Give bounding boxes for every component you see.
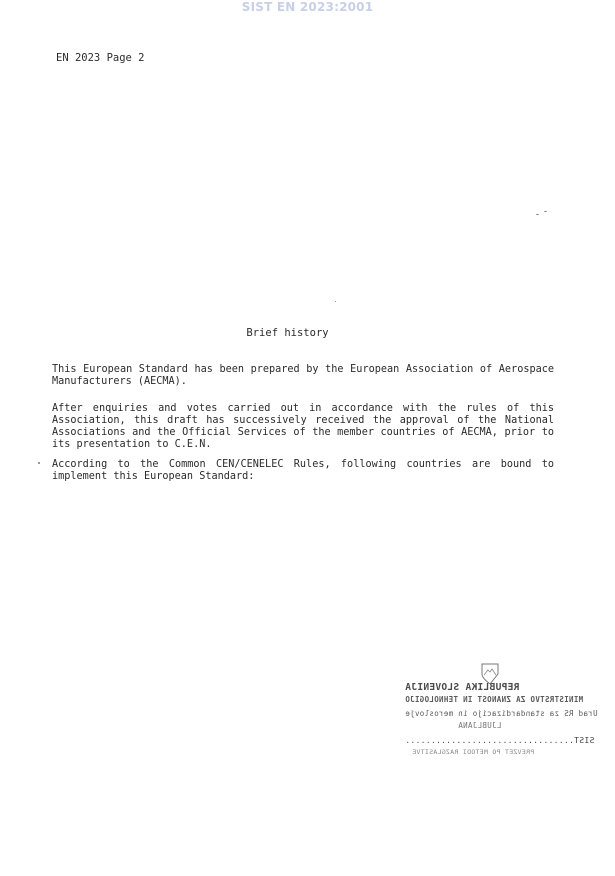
stamp-line-office: Urad RS za standardizacijo in meroslovje xyxy=(405,709,598,718)
stamp-line-republic: REPUBLIKA SLOVENIJA xyxy=(405,682,520,693)
stamp-line-sist: SIST................................. xyxy=(405,736,595,745)
scan-speck xyxy=(544,211,547,212)
section-title: Brief history xyxy=(246,327,329,339)
scan-speck xyxy=(536,214,539,215)
scan-speck xyxy=(335,301,336,302)
paragraph-countries: According to the Common CEN/CENELEC Rules, following countries are bound to implement this European Standard: xyxy=(52,459,554,482)
official-stamp xyxy=(400,660,598,760)
coat-of-arms-icon xyxy=(480,662,500,684)
paragraph-approval: After enquiries and votes carried out in accordance with the rules of this Association, this draft has successively received the approval of the National Associations and the Official Services of the member countries of AECMA, prior to its presentation to C.E.N. xyxy=(52,403,554,450)
document-watermark: SIST EN 2023:2001 xyxy=(241,0,374,14)
page-header: EN 2023 Page 2 xyxy=(56,52,145,64)
paragraph-preparation: This European Standard has been prepared by the European Association of Aerospace Manufacturers (AECMA). xyxy=(52,364,554,387)
stamp-line-adopted: PREVZET PO METODI RAZGLASITVE xyxy=(412,748,535,756)
stamp-line-city: LJUBLJANA xyxy=(458,721,502,730)
scan-speck xyxy=(38,462,40,464)
stamp-line-ministry: MINISTRSTVO ZA ZNANOST IN TEHNOLOGIJO xyxy=(405,695,584,704)
